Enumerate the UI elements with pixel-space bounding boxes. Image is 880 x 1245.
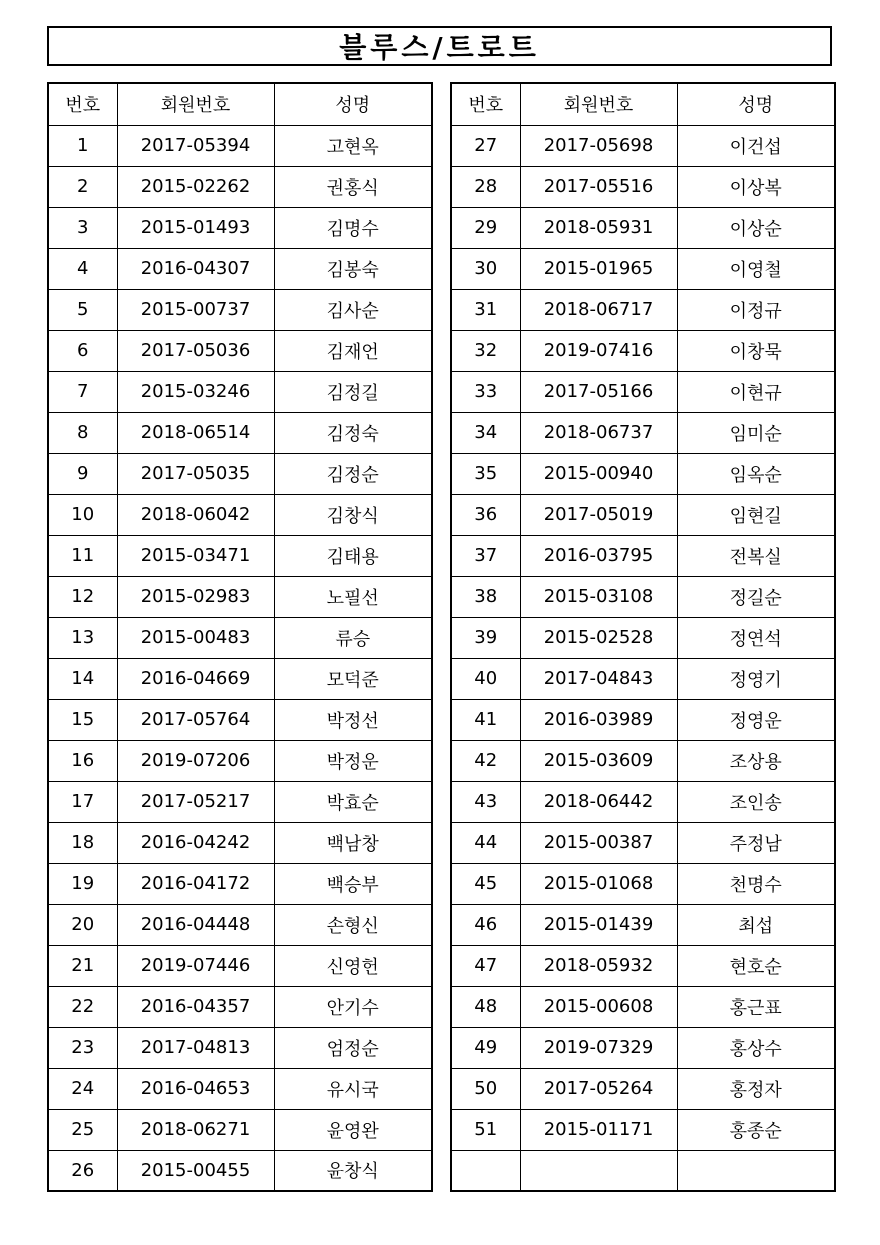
- table-row: [451, 412, 835, 453]
- cell-name: 유시국: [274, 1068, 432, 1109]
- cell-member-id: 2018-06717: [520, 289, 677, 330]
- cell-no: 45: [451, 863, 520, 904]
- table-row: [451, 453, 835, 494]
- table-row: [48, 945, 432, 986]
- table-row: [48, 658, 432, 699]
- cell-no: [451, 1150, 520, 1191]
- cell-no: 1: [48, 125, 117, 166]
- cell-member-id: 2015-01965: [520, 248, 677, 289]
- cell-member-id: 2018-06737: [520, 412, 677, 453]
- table-row: [451, 248, 835, 289]
- table-row: [48, 371, 432, 412]
- table-row: [48, 248, 432, 289]
- cell-no: 12: [48, 576, 117, 617]
- table-header-row: [451, 83, 835, 125]
- cell-name: 백승부: [274, 863, 432, 904]
- table-row: [451, 289, 835, 330]
- cell-name: 홍종순: [677, 1109, 835, 1150]
- cell-member-id: 2018-06271: [117, 1109, 274, 1150]
- cell-no: 11: [48, 535, 117, 576]
- table-row: [48, 863, 432, 904]
- cell-name: 이현규: [677, 371, 835, 412]
- cell-member-id: 2017-04843: [520, 658, 677, 699]
- cell-member-id: 2016-04653: [117, 1068, 274, 1109]
- cell-name: 김명수: [274, 207, 432, 248]
- table-row: [451, 1150, 835, 1191]
- table-row: [48, 576, 432, 617]
- cell-name: 임현길: [677, 494, 835, 535]
- cell-no: 24: [48, 1068, 117, 1109]
- cell-no: 8: [48, 412, 117, 453]
- cell-member-id: 2016-03989: [520, 699, 677, 740]
- table-row: [48, 207, 432, 248]
- cell-name: 조인송: [677, 781, 835, 822]
- roster-table-right: [450, 82, 836, 1192]
- cell-name: 김사순: [274, 289, 432, 330]
- cell-member-id: 2017-05166: [520, 371, 677, 412]
- cell-name: 손형신: [274, 904, 432, 945]
- table-row: [48, 781, 432, 822]
- cell-name: 박효순: [274, 781, 432, 822]
- cell-no: 50: [451, 1068, 520, 1109]
- cell-no: 26: [48, 1150, 117, 1191]
- cell-no: 29: [451, 207, 520, 248]
- cell-no: 17: [48, 781, 117, 822]
- cell-no: 14: [48, 658, 117, 699]
- cell-name: 임미순: [677, 412, 835, 453]
- cell-member-id: 2015-03471: [117, 535, 274, 576]
- table-row: [48, 330, 432, 371]
- cell-no: 31: [451, 289, 520, 330]
- cell-member-id: 2017-05264: [520, 1068, 677, 1109]
- table-row: [451, 125, 835, 166]
- cell-no: 39: [451, 617, 520, 658]
- table-row: [451, 576, 835, 617]
- cell-member-id: 2018-05932: [520, 945, 677, 986]
- cell-member-id: 2016-04357: [117, 986, 274, 1027]
- cell-no: 27: [451, 125, 520, 166]
- cell-name: 김봉숙: [274, 248, 432, 289]
- cell-no: 6: [48, 330, 117, 371]
- cell-name: 홍상수: [677, 1027, 835, 1068]
- cell-name: 최섭: [677, 904, 835, 945]
- table-row: [451, 986, 835, 1027]
- cell-member-id: 2015-00737: [117, 289, 274, 330]
- cell-member-id: 2018-06442: [520, 781, 677, 822]
- cell-name: 정연석: [677, 617, 835, 658]
- cell-member-id: 2016-04448: [117, 904, 274, 945]
- cell-name: 정길순: [677, 576, 835, 617]
- table-row: [451, 945, 835, 986]
- cell-member-id: 2016-04307: [117, 248, 274, 289]
- header-member-id: 회원번호: [520, 83, 677, 125]
- cell-no: 5: [48, 289, 117, 330]
- cell-no: 43: [451, 781, 520, 822]
- cell-name: 백남창: [274, 822, 432, 863]
- table-row: [48, 494, 432, 535]
- cell-name: 류승: [274, 617, 432, 658]
- cell-name: 권홍식: [274, 166, 432, 207]
- cell-no: 25: [48, 1109, 117, 1150]
- cell-no: 16: [48, 740, 117, 781]
- cell-no: 41: [451, 699, 520, 740]
- table-row: [451, 1027, 835, 1068]
- cell-no: 51: [451, 1109, 520, 1150]
- table-row: [451, 371, 835, 412]
- cell-name: 이건섭: [677, 125, 835, 166]
- cell-member-id: 2019-07446: [117, 945, 274, 986]
- cell-member-id: 2018-06042: [117, 494, 274, 535]
- cell-name: 윤영완: [274, 1109, 432, 1150]
- table-row: [48, 1109, 432, 1150]
- cell-member-id: 2016-03795: [520, 535, 677, 576]
- cell-member-id: 2017-04813: [117, 1027, 274, 1068]
- cell-no: 37: [451, 535, 520, 576]
- cell-member-id: 2016-04669: [117, 658, 274, 699]
- cell-member-id: 2015-00455: [117, 1150, 274, 1191]
- table-row: [48, 904, 432, 945]
- cell-member-id: 2016-04242: [117, 822, 274, 863]
- page-title: 블루스/트로트: [47, 26, 832, 66]
- cell-name: 전복실: [677, 535, 835, 576]
- table-row: [451, 535, 835, 576]
- cell-name: 천명수: [677, 863, 835, 904]
- cell-member-id: 2019-07206: [117, 740, 274, 781]
- cell-name: 조상용: [677, 740, 835, 781]
- header-member-id: 회원번호: [117, 83, 274, 125]
- cell-no: 20: [48, 904, 117, 945]
- cell-member-id: 2019-07416: [520, 330, 677, 371]
- table-row: [451, 1068, 835, 1109]
- cell-member-id: 2015-00483: [117, 617, 274, 658]
- header-name: 성명: [274, 83, 432, 125]
- cell-no: 7: [48, 371, 117, 412]
- table-row: [48, 617, 432, 658]
- table-row: [48, 699, 432, 740]
- table-row: [48, 166, 432, 207]
- cell-name: 노필선: [274, 576, 432, 617]
- cell-name: 홍근표: [677, 986, 835, 1027]
- cell-no: 30: [451, 248, 520, 289]
- table-row: [451, 863, 835, 904]
- cell-name: 주정남: [677, 822, 835, 863]
- table-row: [451, 1109, 835, 1150]
- cell-no: 18: [48, 822, 117, 863]
- cell-no: 49: [451, 1027, 520, 1068]
- cell-member-id: 2017-05516: [520, 166, 677, 207]
- cell-no: 40: [451, 658, 520, 699]
- table-row: [451, 699, 835, 740]
- table-row: [48, 412, 432, 453]
- cell-name: 정영운: [677, 699, 835, 740]
- table-row: [48, 289, 432, 330]
- cell-no: 46: [451, 904, 520, 945]
- cell-member-id: 2017-05394: [117, 125, 274, 166]
- cell-no: 38: [451, 576, 520, 617]
- cell-member-id: 2017-05035: [117, 453, 274, 494]
- table-row: [48, 1068, 432, 1109]
- cell-no: 44: [451, 822, 520, 863]
- cell-name: 정영기: [677, 658, 835, 699]
- cell-name: 박정운: [274, 740, 432, 781]
- cell-member-id: 2016-04172: [117, 863, 274, 904]
- table-row: [48, 986, 432, 1027]
- table-row: [451, 658, 835, 699]
- cell-name: 홍정자: [677, 1068, 835, 1109]
- table-row: [48, 1027, 432, 1068]
- cell-name: 이정규: [677, 289, 835, 330]
- cell-member-id: 2019-07329: [520, 1027, 677, 1068]
- cell-member-id: 2018-05931: [520, 207, 677, 248]
- cell-no: 23: [48, 1027, 117, 1068]
- cell-member-id: 2015-03609: [520, 740, 677, 781]
- cell-member-id: 2015-03108: [520, 576, 677, 617]
- cell-name: 김정순: [274, 453, 432, 494]
- cell-name: 김창식: [274, 494, 432, 535]
- cell-member-id: 2015-03246: [117, 371, 274, 412]
- cell-member-id: 2015-00940: [520, 453, 677, 494]
- cell-no: 48: [451, 986, 520, 1027]
- cell-member-id: 2018-06514: [117, 412, 274, 453]
- cell-name: 이창묵: [677, 330, 835, 371]
- cell-no: 33: [451, 371, 520, 412]
- roster-table-left: [47, 82, 433, 1192]
- cell-name: 김정길: [274, 371, 432, 412]
- cell-member-id: 2017-05764: [117, 699, 274, 740]
- cell-member-id: 2015-02528: [520, 617, 677, 658]
- table-row: [451, 781, 835, 822]
- cell-no: 34: [451, 412, 520, 453]
- cell-no: 22: [48, 986, 117, 1027]
- cell-name: 윤창식: [274, 1150, 432, 1191]
- cell-name: 김정숙: [274, 412, 432, 453]
- cell-no: 15: [48, 699, 117, 740]
- cell-member-id: 2017-05217: [117, 781, 274, 822]
- cell-name: 현호순: [677, 945, 835, 986]
- table-row: [451, 207, 835, 248]
- cell-no: 19: [48, 863, 117, 904]
- cell-member-id: 2015-01171: [520, 1109, 677, 1150]
- cell-no: 47: [451, 945, 520, 986]
- cell-no: 28: [451, 166, 520, 207]
- cell-member-id: 2017-05036: [117, 330, 274, 371]
- table-row: [48, 453, 432, 494]
- table-row: [451, 617, 835, 658]
- cell-no: 10: [48, 494, 117, 535]
- cell-name: 모덕준: [274, 658, 432, 699]
- table-row: [48, 822, 432, 863]
- cell-member-id: 2015-00387: [520, 822, 677, 863]
- cell-member-id: 2015-02983: [117, 576, 274, 617]
- cell-name: 엄정순: [274, 1027, 432, 1068]
- cell-member-id: [520, 1150, 677, 1191]
- cell-no: 32: [451, 330, 520, 371]
- header-no: 번호: [48, 83, 117, 125]
- cell-name: 안기수: [274, 986, 432, 1027]
- table-row: [48, 125, 432, 166]
- cell-name: 김태용: [274, 535, 432, 576]
- cell-member-id: 2017-05698: [520, 125, 677, 166]
- table-row: [451, 166, 835, 207]
- cell-member-id: 2015-00608: [520, 986, 677, 1027]
- cell-name: 박정선: [274, 699, 432, 740]
- table-row: [451, 822, 835, 863]
- table-row: [451, 330, 835, 371]
- cell-name: 신영헌: [274, 945, 432, 986]
- cell-no: 13: [48, 617, 117, 658]
- cell-no: 42: [451, 740, 520, 781]
- cell-no: 9: [48, 453, 117, 494]
- table-row: [48, 1150, 432, 1191]
- cell-name: 이상순: [677, 207, 835, 248]
- cell-no: 4: [48, 248, 117, 289]
- cell-name: 임옥순: [677, 453, 835, 494]
- header-no: 번호: [451, 83, 520, 125]
- table-header-row: [48, 83, 432, 125]
- cell-no: 35: [451, 453, 520, 494]
- cell-member-id: 2015-02262: [117, 166, 274, 207]
- cell-member-id: 2015-01493: [117, 207, 274, 248]
- table-row: [451, 904, 835, 945]
- table-row: [48, 535, 432, 576]
- cell-member-id: 2017-05019: [520, 494, 677, 535]
- cell-name: 이상복: [677, 166, 835, 207]
- header-name: 성명: [677, 83, 835, 125]
- table-row: [451, 740, 835, 781]
- table-row: [48, 740, 432, 781]
- cell-name: [677, 1150, 835, 1191]
- cell-name: 이영철: [677, 248, 835, 289]
- cell-no: 36: [451, 494, 520, 535]
- cell-name: 고현옥: [274, 125, 432, 166]
- cell-member-id: 2015-01439: [520, 904, 677, 945]
- cell-no: 2: [48, 166, 117, 207]
- cell-no: 3: [48, 207, 117, 248]
- cell-member-id: 2015-01068: [520, 863, 677, 904]
- table-row: [451, 494, 835, 535]
- cell-no: 21: [48, 945, 117, 986]
- cell-name: 김재언: [274, 330, 432, 371]
